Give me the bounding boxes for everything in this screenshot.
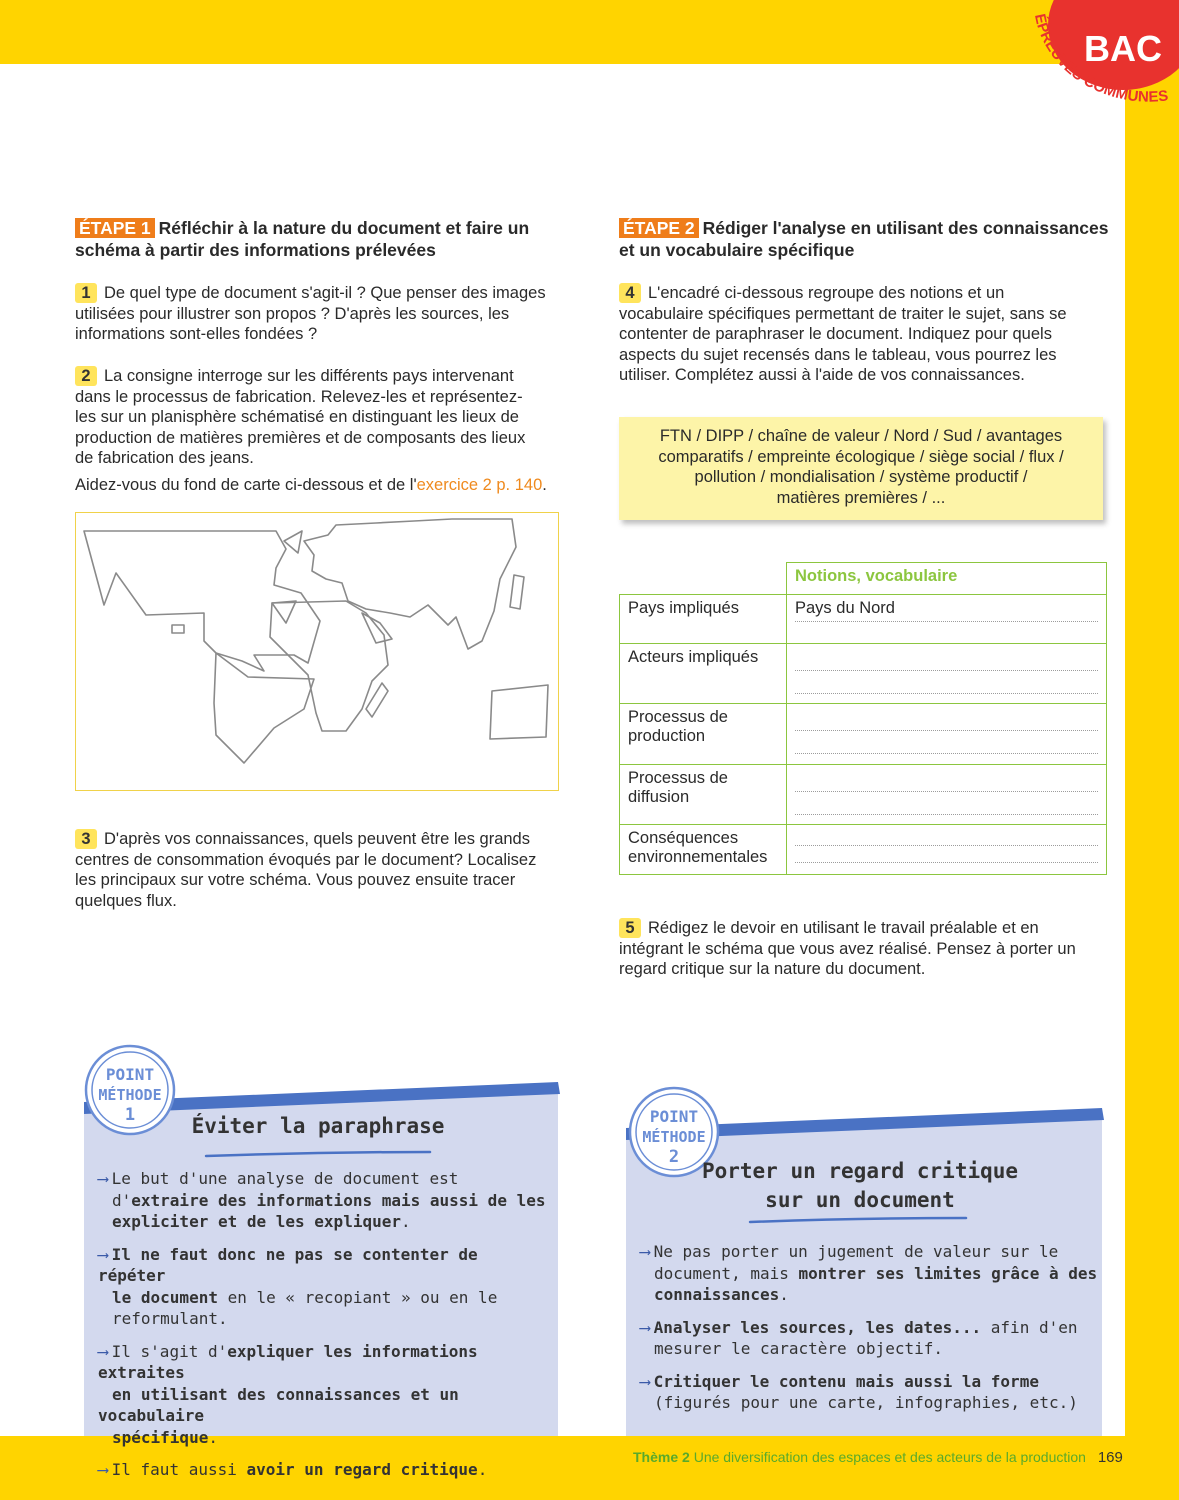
pm1-text: Il faut aussi [111, 1460, 247, 1479]
page-footer [633, 1449, 1123, 1466]
pm1-bold: expliquer les informations extraites [98, 1341, 478, 1382]
epreuves-text: ÉPREUVES COMMUNES [1030, 12, 1170, 106]
pm1-bold: le document [112, 1287, 218, 1307]
arrow-icon: ⟶ [98, 1169, 108, 1188]
row-label-text: Processus de production [628, 708, 728, 745]
world-map-frame [75, 512, 559, 791]
pm1-bold: avoir un regard critique [246, 1460, 478, 1479]
pm2-body [640, 1241, 1100, 1425]
question-number: 4 [619, 283, 641, 303]
pm1-stamp-top: POINT [105, 1065, 155, 1084]
answer-line [795, 671, 1098, 694]
footer-theme: Thème 2 [633, 1449, 690, 1465]
q3-line: les principaux sur votre schéma. Vous pouvez ensuite tracer [75, 871, 516, 889]
bac-label: BAC [1084, 28, 1162, 69]
etape2-heading [619, 217, 1109, 261]
vocabulary-box [619, 417, 1103, 520]
notions-table [619, 562, 1107, 875]
svg-text:ÉPREUVES COMMUNES [1031, 12, 1169, 106]
top-yellow-band [0, 0, 1179, 64]
question-number: 5 [619, 918, 641, 938]
row-answer-cell[interactable] [787, 595, 1107, 644]
row-value: Pays du Nord [795, 599, 895, 617]
pm1-stamp-num: 1 [124, 1105, 136, 1125]
row-label: Acteurs impliqués [620, 644, 787, 704]
q4-line: contenter de paraphraser le document. Indiquez pour quels [619, 325, 1052, 343]
arrow-icon: ⟶ [640, 1242, 650, 1261]
arrow-icon: ⟶ [98, 1460, 108, 1479]
question-3 [75, 829, 536, 911]
answer-line [795, 599, 1098, 622]
row-label [620, 825, 787, 875]
row-label-text: Conséquences environnementales [628, 829, 768, 866]
question-number: 1 [75, 283, 97, 303]
table-header-blank [620, 563, 787, 595]
table-header-row [620, 563, 1107, 595]
pm2-title-line: sur un document [765, 1188, 955, 1212]
table-header-notions: Notions, vocabulaire [787, 563, 1107, 595]
pm2-bold: montrer ses limites grâce à des [798, 1263, 1098, 1283]
q5-line: intégrant le schéma que vous avez réalisé. Pensez à porter un [619, 939, 1076, 958]
page-number: 169 [1097, 1449, 1123, 1466]
footer-title: Une diversification des espaces et des acteurs de la production [693, 1449, 1086, 1465]
table-row [620, 765, 1107, 825]
row-answer-cell[interactable] [787, 704, 1107, 765]
pm2-item [640, 1241, 1100, 1306]
row-label [620, 765, 787, 825]
pm1-bold: expliciter et de les expliquer [112, 1212, 401, 1231]
q5-line: Rédigez le devoir en utilisant le travail préalable et en [648, 919, 1039, 937]
vocab-line: FTN / DIPP / chaîne de valeur / Nord / Sud / avantages [659, 427, 1063, 445]
q1-line: informations sont-elles fondées ? [75, 325, 318, 343]
row-label: Pays impliqués [620, 595, 787, 644]
pm1-stamp-mid: MÉTHODE [98, 1086, 162, 1104]
vocab-line: pollution / mondialisation / système productif / [694, 468, 1028, 486]
pm1-bold: Il ne faut donc ne pas se contenter de répéter [98, 1244, 478, 1285]
answer-line [795, 769, 1098, 792]
q4-line: aspects du sujet recensés dans le tableau, vous pourrez les [619, 345, 1057, 364]
continent-australia [490, 685, 548, 739]
question-number: 2 [75, 366, 97, 386]
pm2-bold: connaissances [654, 1285, 780, 1304]
continent-north-america [84, 531, 320, 671]
pm2-text: Ne pas porter un jugement de valeur sur le [653, 1242, 1059, 1261]
etape2-line1: Rédiger l'analyse en utilisant des connaissances [702, 218, 1109, 238]
etape1-line2: schéma à partir des informations prélevées [75, 240, 436, 260]
epreuves-communes-label [1010, 0, 1179, 120]
etape2-line2: et un vocabulaire spécifique [619, 240, 855, 260]
pm2-text: mesurer le caractère objectif. [654, 1339, 943, 1358]
etape1-line1: Réfléchir à la nature du document et faire un [158, 218, 530, 238]
table-row [620, 595, 1107, 644]
pm2-stamp-mid: MÉTHODE [642, 1128, 706, 1146]
q1-line: De quel type de document s'agit-il ? Que penser des images [104, 284, 546, 302]
exercice-link[interactable]: exercice 2 p. 140 [416, 476, 543, 494]
right-yellow-band [1125, 0, 1179, 1500]
answer-line [795, 792, 1098, 815]
pm2-item [640, 1317, 1100, 1360]
q2-aide-text: Aidez-vous du fond de carte ci-dessous et de l' [75, 476, 417, 494]
arrow-icon: ⟶ [640, 1371, 650, 1391]
q2-aide [75, 475, 547, 496]
pm1-text: . [477, 1460, 488, 1479]
pm1-text: Il s'agit d' [111, 1341, 228, 1361]
island-britain [272, 601, 296, 623]
pm1-bold: en utilisant des connaissances et un vocabulaire [98, 1384, 459, 1425]
pm1-text: en le « recopiant » ou en le [217, 1287, 498, 1307]
q2-line: de fabrication des jeans. [75, 449, 254, 467]
q4-line: vocabulaire spécifiques permettant de traiter le sujet, sans se [619, 304, 1067, 323]
pm2-text: afin d'en [981, 1317, 1078, 1337]
vocab-line: comparatifs / empreinte écologique / siège social / flux / [658, 447, 1064, 466]
pm2-stamp-top: POINT [649, 1107, 699, 1126]
q4-line: L'encadré ci-dessous regroupe des notions et un [648, 284, 1005, 302]
q4-line: utiliser. Complétez aussi à l'aide de vos connaissances. [619, 366, 1025, 384]
q3-line: quelques flux. [75, 891, 177, 910]
etape1-heading [75, 217, 529, 261]
etape1-tag: ÉTAPE 1 [75, 218, 155, 238]
pm2-item [640, 1371, 1100, 1414]
row-answer-cell[interactable] [787, 644, 1107, 704]
table-row [620, 704, 1107, 765]
q5-line: regard critique sur la nature du document. [619, 960, 926, 978]
pm2-title [700, 1157, 1020, 1215]
continent-eurasia [304, 519, 516, 649]
etape2-tag: ÉTAPE 2 [619, 218, 699, 238]
q2-line: La consigne interroge sur les différents pays intervenant [104, 367, 514, 385]
vocab-line: matières premières / ... [776, 488, 946, 507]
table-row [620, 644, 1107, 704]
pm1-text: Le but d'une analyse de document est [111, 1169, 459, 1188]
q3-line: D'après vos connaissances, quels peuvent être les grands [104, 830, 530, 848]
pm1-body [98, 1168, 548, 1492]
pm1-item [98, 1168, 548, 1233]
pm1-item [98, 1459, 548, 1481]
pm1-text: . [208, 1427, 218, 1447]
pm1-item [98, 1341, 548, 1449]
arrow-icon: ⟶ [98, 1341, 108, 1361]
pm2-text: document, mais [654, 1263, 799, 1283]
answer-line [795, 731, 1098, 754]
pm2-bold: Critiquer le contenu mais aussi la forme [653, 1371, 1039, 1391]
answer-line [795, 829, 1098, 846]
arrow-icon: ⟶ [640, 1317, 650, 1337]
pm1-bold: spécifique [112, 1427, 209, 1447]
island-caribbean [172, 625, 184, 633]
row-answer-cell[interactable] [787, 765, 1107, 825]
question-5 [619, 918, 1076, 980]
row-answer-cell[interactable] [787, 825, 1107, 875]
pm1-item [98, 1244, 548, 1330]
q2-line: les sur un planisphère schématisé en distinguant les lieux de [75, 408, 519, 426]
arrow-icon: ⟶ [98, 1244, 108, 1264]
q2-line: dans le processus de fabrication. Relevez-les et représentez- [75, 387, 523, 406]
pm1-title: Éviter la paraphrase [191, 1114, 445, 1138]
pm2-text: (figurés pour une carte, infographies, etc.) [654, 1393, 1078, 1412]
world-map-outline [76, 513, 557, 789]
table-row [620, 825, 1107, 875]
q2-line: production de matières premières et de composants des lieux [75, 428, 526, 447]
question-2 [75, 366, 525, 469]
pm2-title-line: Porter un regard critique [701, 1159, 1019, 1183]
answer-line [795, 708, 1098, 731]
island-greenland [284, 531, 302, 553]
pm2-text: . [779, 1285, 789, 1304]
peninsula-arabia [362, 613, 392, 643]
row-label-text: Processus de diffusion [628, 769, 728, 806]
pm2-bold: Analyser les sources, les dates... [653, 1317, 982, 1337]
pm1-text: reformulant. [112, 1309, 228, 1328]
q2-aide-end: . [542, 476, 547, 494]
q3-line: centres de consommation évoqués par le document? Localisez [75, 850, 537, 869]
question-1 [75, 283, 546, 345]
pm1-text: . [400, 1212, 411, 1231]
question-number: 3 [75, 829, 97, 849]
q1-line: utilisées pour illustrer son propos ? D'après les sources, les [75, 304, 510, 323]
pm2-stamp-num: 2 [668, 1147, 680, 1167]
question-4 [619, 283, 1067, 386]
row-label [620, 704, 787, 765]
pm1-bold: extraire des informations mais aussi de les [131, 1190, 546, 1210]
pm1-text: d' [112, 1190, 132, 1210]
island-japan [510, 575, 524, 609]
answer-line [795, 846, 1098, 863]
answer-line [795, 648, 1098, 671]
